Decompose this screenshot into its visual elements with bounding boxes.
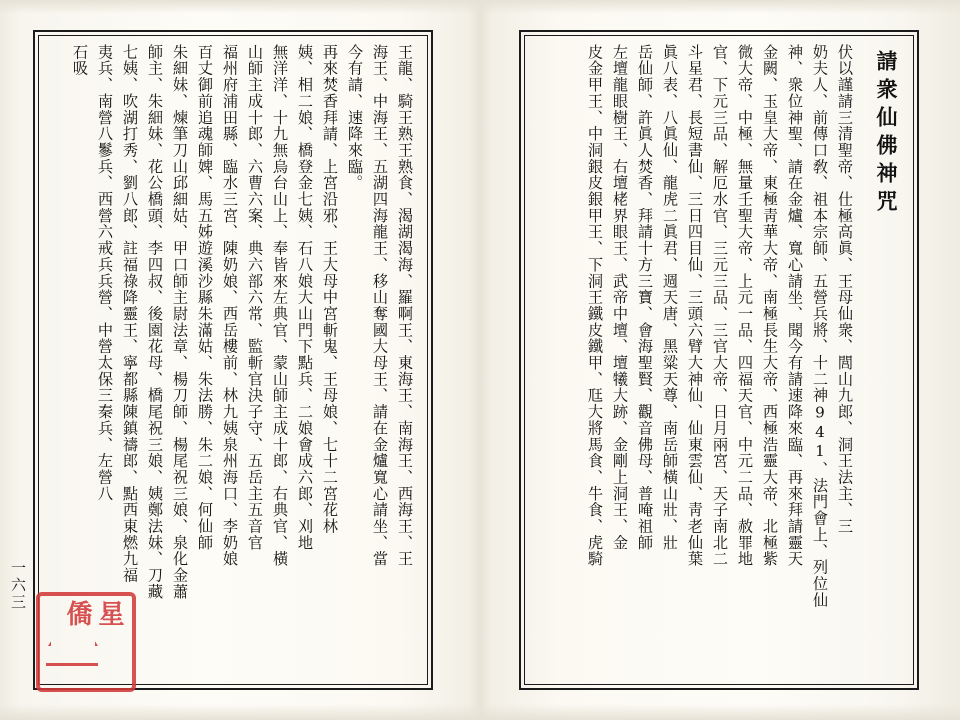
left-page-text-frame	[33, 30, 433, 690]
left-column-7: 山師主成十郎、六曹六案、典六部六常、監斬官決子守、五岳主五音官	[246, 44, 264, 551]
left-column-11: 師主、朱細妹、花公橋頭、李四叔、後園花母、橋尾祝三娘、姨鄭法妹、刀藏	[146, 44, 164, 600]
left-column-4: 再來焚香拜請、上宮沿邪、王大母中宮斬鬼、王母娘、七十二宮花林	[321, 44, 339, 535]
left-column-5: 姨、相二娘、橋登金七姨、石八娘大山門下點兵、二娘會成六郎、刈地	[296, 44, 314, 551]
chant-title: 請衆仙佛神咒	[874, 50, 899, 218]
left-page-columns	[49, 44, 417, 676]
right-column-5: 微大帝、中極、無量壬聖大帝、上元一品、四福天官、中元二品、赦罪地	[736, 44, 754, 568]
left-column-2: 海王、中海王、五湖四海龍王、移山奪國大母王、請在金爐寬心請坐、當	[371, 44, 389, 568]
left-column-8: 福州府浦田縣、臨水三宮、陳奶娘、西岳樓前、林九姨泉州海口、李奶娘	[221, 44, 239, 568]
left-column-6: 無洋洋、十九無烏台山上、奉皆來左典官、蒙山師主成十郎、右典官、橫	[271, 44, 289, 568]
stamp-char-left: 僑	[62, 600, 92, 628]
stamp-char-right: 星	[94, 600, 124, 628]
left-column-10: 朱細妹、煉筆刀山邱細姑、甲口師主尉法章、楊刀師、楊尾祝三娘、泉化金蕭	[171, 44, 189, 600]
left-column-9: 百丈御前追魂師婢、馬五姊遊溪沙縣朱滿姑、朱法勝、朱二娘、何仙師	[196, 44, 214, 551]
library-stamp	[36, 592, 136, 692]
right-column-1: 伏以謹請三清聖帝、仕極高眞、王母仙衆、閭山九郎、洞王法主、三	[836, 44, 854, 535]
left-column-13: 夷兵、南營八鬖兵、西營六戒兵兵營、中營太保三秦兵、左營八	[96, 44, 114, 502]
left-column-12: 七姨、吹湖打秀、劉八郎、註福祿降靈王、寧都縣陳鎮禱郎、點西東燃九福	[121, 44, 139, 584]
page-edge-bottom-shadow	[0, 704, 960, 720]
right-column-7: 斗星君、長短書仙、三日四目仙、三頭六臂大神仙、仙東雲仙、靑老仙葉	[686, 44, 704, 568]
right-column-11: 皮金甲王、中洞銀皮銀甲王、下洞王鐵皮鐵甲、尫大將馬食、牛食、虎騎	[586, 44, 604, 568]
left-column-14: 石吸	[71, 44, 89, 77]
right-column-9: 岳仙師、許眞人焚香、拜請十方三寶、會海聖賢、觀音佛母、普唵祖師	[636, 44, 654, 551]
right-page-columns	[535, 44, 903, 676]
page-edge-top-shadow	[0, 0, 960, 14]
right-column-2: 奶夫人、前傳口敎、祖本宗師、五營兵將、十二神941、法門會上、列位仙	[811, 44, 829, 609]
right-column-3: 神、衆位神聖、請在金爐、寬心請坐、聞今有請速降來臨、再來拜請靈天	[786, 44, 804, 568]
right-page-text-frame	[519, 30, 919, 690]
right-column-6: 官、下元三品、解厄水官、三元三品、三官大帝、日月兩宮、天子南北二	[711, 44, 729, 568]
left-column-3: 今有請、速降來臨。	[346, 44, 364, 192]
stamp-bar-mark	[46, 663, 98, 666]
right-column-8: 眞八表、八眞仙、龍虎二眞君、週天唐、黑粱天尊、南岳師橫山壯、壯	[661, 44, 679, 551]
page-number: 一六三	[9, 560, 27, 611]
right-column-10: 左壇龍眼樹王、右壇栳界眼王、武帝中壇、壇犧大跡、金剛上洞王、金	[611, 44, 629, 551]
left-column-1: 王龍、騎王熟王熟食、渴湖渴海、羅啊王、東海王、南海王、西海王、王	[396, 44, 414, 568]
right-column-4: 金闕、玉皇大帝、東極靑華大帝、南極長生大帝、西極浩靈大帝、北極紫	[761, 44, 779, 568]
